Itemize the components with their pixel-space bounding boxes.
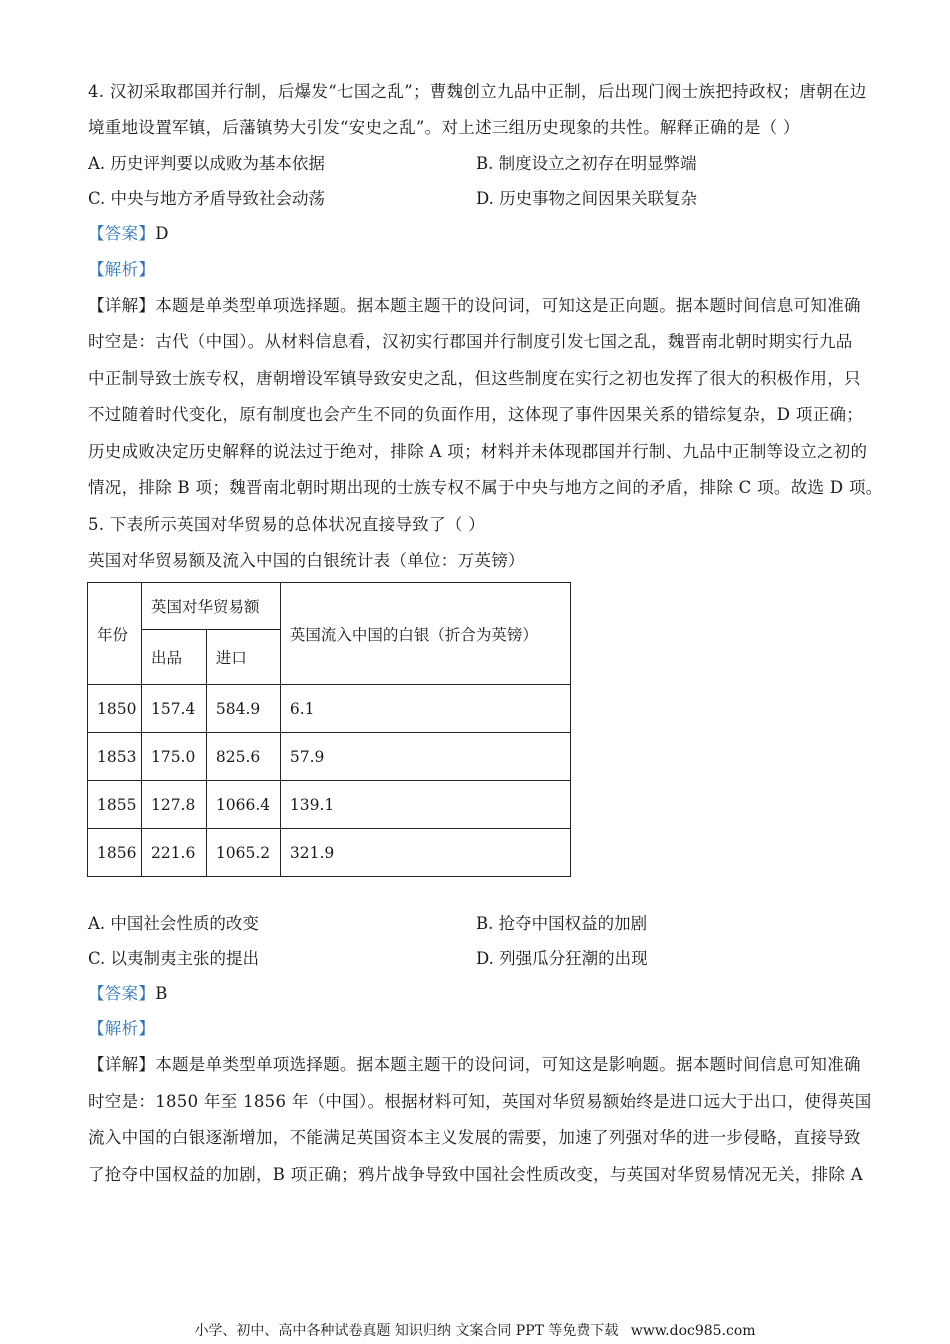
cell-silver: 57.9 [280, 733, 570, 781]
q4-detail-tag: 【详解】 [88, 296, 156, 315]
cell-export: 175.0 [141, 733, 206, 781]
q4-detail-text-1: 本题是单类型单项选择题。据本题主题干的设问词，可知这是正向题。据本题时间信息可知准确 [155, 296, 861, 315]
q4-option-c: C. 中央与地方矛盾导致社会动荡 [88, 189, 326, 208]
cell-silver: 139.1 [280, 781, 570, 829]
table-row [88, 781, 571, 829]
q4-detail-line-1 [88, 295, 861, 317]
cell-import: 584.9 [206, 685, 280, 733]
q5-answer-tag: 【答案】 [88, 984, 156, 1003]
q5-analysis [88, 1018, 155, 1040]
header-year: 年份 [88, 583, 142, 685]
q5-detail-tag: 【详解】 [88, 1055, 156, 1074]
q4-answer-value: D [155, 224, 169, 243]
q5-detail-line-2: 时空是：1850 年至 1856 年（中国）。根据材料可知，英国对华贸易额始终是进口远大于出口，使得英国 [88, 1092, 872, 1111]
cell-silver: 321.9 [280, 829, 570, 877]
footer-text: 小学、初中、高中各种试卷真题 知识归纳 文案合同 PPT 等免费下载 [194, 1323, 619, 1339]
table-row [88, 685, 571, 733]
cell-import: 1066.4 [206, 781, 280, 829]
cell-export: 127.8 [141, 781, 206, 829]
header-export: 出品 [141, 630, 206, 685]
q5-detail-line-1 [88, 1054, 861, 1076]
q4-detail-line-3: 中正制导致士族专权，唐朝增设军镇导致安史之乱，但这些制度在实行之初也发挥了很大的积极作用，只 [88, 369, 861, 388]
cell-import: 1065.2 [206, 829, 280, 877]
q4-answer-tag: 【答案】 [88, 224, 156, 243]
q5-answer-value: B [155, 984, 168, 1003]
footer-link[interactable]: www.doc985.com [630, 1323, 756, 1339]
cell-export: 221.6 [141, 829, 206, 877]
q5-detail-line-3: 流入中国的白银逐渐增加，不能满足英国资本主义发展的需要，加速了列强对华的进一步侵略，直接导致 [88, 1128, 861, 1147]
q5-option-a: A. 中国社会性质的改变 [88, 914, 259, 933]
cell-silver: 6.1 [280, 685, 570, 733]
q4-stem-line-2: 境重地设置军镇，后藩镇势大引发“安史之乱”。对上述三组历史现象的共性。解释正确的是（ ） [88, 118, 800, 137]
header-trade: 英国对华贸易额 [141, 583, 280, 630]
q4-detail-line-2: 时空是：古代（中国）。从材料信息看，汉初实行郡国并行制度引发七国之乱，魏晋南北朝时期实行九品 [88, 332, 853, 351]
q4-option-a: A. 历史评判要以成败为基本依据 [88, 154, 325, 173]
cell-import: 825.6 [206, 733, 280, 781]
cell-year: 1850 [88, 685, 142, 733]
q4-analysis [88, 259, 155, 281]
q5-table-title: 英国对华贸易额及流入中国的白银统计表（单位：万英镑） [88, 551, 525, 570]
table-header-row [88, 583, 571, 630]
q4-detail-line-4: 不过随着时代变化，原有制度也会产生不同的负面作用，这体现了事件因果关系的错综复杂，D 项正确； [88, 405, 864, 424]
q5-option-d: D. 列强瓜分狂潮的出现 [476, 949, 648, 968]
header-import: 进口 [206, 630, 280, 685]
q5-analysis-tag: 【解析】 [88, 1019, 156, 1038]
q4-answer [88, 223, 169, 245]
q4-detail-line-6: 情况，排除 B 项；魏晋南北朝时期出现的士族专权不属于中央与地方之间的矛盾，排除 C 项。故选 D 项。 [88, 478, 883, 497]
q5-option-c: C. 以夷制夷主张的提出 [88, 949, 260, 968]
q4-option-b: B. 制度设立之初存在明显弊端 [476, 154, 697, 173]
cell-year: 1856 [88, 829, 142, 877]
cell-year: 1855 [88, 781, 142, 829]
q5-option-b: B. 抢夺中国权益的加剧 [476, 914, 648, 933]
q5-stem: 5. 下表所示英国对华贸易的总体状况直接导致了（ ） [88, 515, 486, 534]
trade-table [87, 582, 571, 877]
cell-year: 1853 [88, 733, 142, 781]
q5-answer [88, 983, 168, 1005]
q4-stem-line-1: 4. 汉初采取郡国并行制，后爆发“七国之乱”；曹魏创立九品中正制，后出现门阀士族把持政权；唐朝在边 [88, 82, 867, 101]
table-row [88, 733, 571, 781]
table-row [88, 829, 571, 877]
q5-detail-text-1: 本题是单类型单项选择题。据本题主题干的设问词，可知这是影响题。据本题时间信息可知准确 [155, 1055, 861, 1074]
q4-option-d: D. 历史事物之间因果关联复杂 [476, 189, 698, 208]
cell-export: 157.4 [141, 685, 206, 733]
q4-analysis-tag: 【解析】 [88, 260, 156, 279]
q4-detail-line-5: 历史成败决定历史解释的说法过于绝对，排除 A 项；材料并未体现郡国并行制、九品中正制等设立之初的 [88, 442, 868, 461]
header-silver: 英国流入中国的白银（折合为英镑） [280, 583, 570, 685]
page-footer [0, 1322, 950, 1340]
q5-detail-line-4: 了抢夺中国权益的加剧，B 项正确；鸦片战争导致中国社会性质改变，与英国对华贸易情况无关，排除 A [88, 1165, 863, 1184]
